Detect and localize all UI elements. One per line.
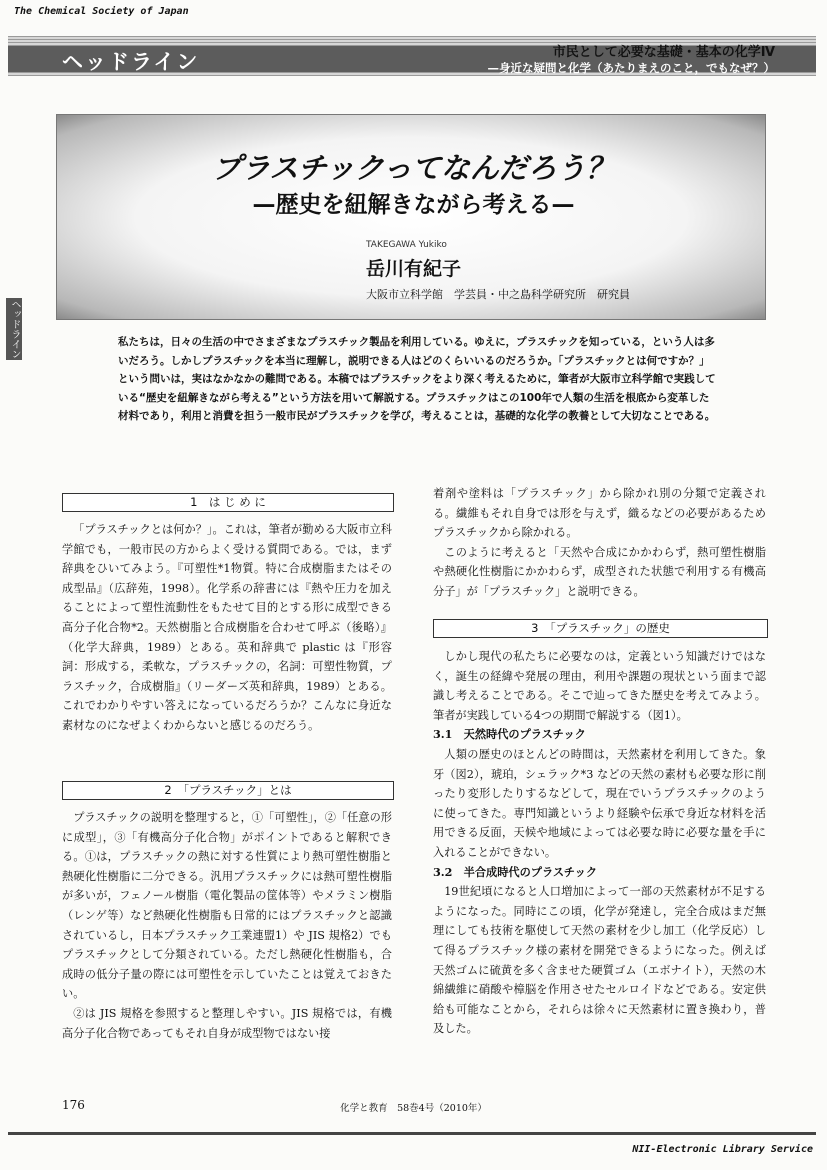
paragraph: ②は JIS 規格を参照すると整理しやすい。JIS 規格では，有機高分子化合物であってもそれ自身が成型物ではない接 xyxy=(62,1006,392,1040)
library-service-label: NII-Electronic Library Service xyxy=(632,1144,813,1155)
headline-label: ヘッドライン xyxy=(62,50,200,74)
paragraph: プラスチックの説明を整理すると，①「可塑性」，②「任意の形に成型」，③「有機高分子化合物」がポイントであると解釈できる。①は，プラスチックの熱に対する性質により熱可塑性樹脂と熱硬化性樹脂に二分できる。汎用プラスチックには熱可塑性樹脂が多いが，フェノール樹脂（電化製品の筐体等）やメラミン樹脂（レンゲ等）など熱硬化性樹脂も日常的にはプラスチックと認識されているし，日本プラスチック工業連盟1）や JIS 規格2）でもプラスチックとして分類されている。ただし熱硬化性樹脂も，合成時の低分子量の際には可塑性を示していたことは覚えておきたい。 xyxy=(62,811,392,1001)
subsection-heading-3-2: 3.2 半合成時代のプラスチック xyxy=(433,864,598,879)
paragraph: 19世紀頃になると人口増加によって一部の天然素材が不足するようになった。同時にこの頃，化学が発達し，完全合成はまだ無理にしても技術を駆使して天然の素材を少し加工（化学反応）して得るプラスチック様の素材を開発できるようになった。例えば天然ゴムに硫黄を多く含ませた硬質ゴム（エボナイト），天然の木綿繊維に硝酸や樟脳を作用させたセルロイドなどである。安定供給も可能なことから，それらは徐々に天然素材に置き換わり，普及した。 xyxy=(433,885,766,1036)
author-romaji: TAKEGAWA Yukiko xyxy=(366,240,447,250)
paragraph: しかし現代の私たちに必要なのは，定義という知識だけではなく，誕生の経緯や発展の理由，利用や課題の現状という面まで認識し考えることである。そこで辿ってきた歴史を考えてみよう。筆者が実践している4つの期間で解説する（図1）。 xyxy=(433,650,766,722)
journal-citation: 化学と教育 58巻4号（2010年） xyxy=(340,1103,487,1114)
page-number: 176 xyxy=(62,1098,85,1112)
society-label: The Chemical Society of Japan xyxy=(14,6,189,17)
paragraph: 着剤や塗料は「プラスチック」から除かれ別の分類で定義される。繊維もそれ自身では形を与えず，織るなどの必要があるためプラスチックから除かれる。 xyxy=(433,487,766,540)
section-heading-1: 1 は じ め に xyxy=(62,493,394,512)
author-name: 岳川有紀子 xyxy=(366,258,462,280)
article-subtitle: —歴史を紐解きながら考える— xyxy=(252,192,575,218)
author-affiliation: 大阪市立科学館 学芸員・中之島科学研究所 研究員 xyxy=(366,288,630,301)
series-subtitle: —身近な疑問と化学（あたりまえのこと，でもなぜ？） xyxy=(487,61,775,75)
left-column-definition xyxy=(62,808,392,1043)
abstract: 私たちは，日々の生活の中でさまざまなプラスチック製品を利用している。ゆえに，プラスチックを知っている，という人は多いだろう。しかしプラスチックを本当に理解し，説明できる人はどのくらいいるのだろうか。「プラスチックとは何ですか？」という問いは，実はなかなかの難問である。本稿ではプラスチックをより深く考えるために，筆者が大阪市立科学館で実践している“歴史を紐解きながら考える”という方法を用いて解説する。プラスチックはこの100年で人類の生活を根底から変革した材料であり，利用と消費を担う一般市民がプラスチックを学び，考えることは，基礎的な化学の教養として大切なことである。 xyxy=(118,336,716,422)
paragraph: 人類の歴史のほとんどの時間は，天然素材を利用してきた。象牙（図2），琥珀，シェラック*3 などの天然の素材も必要な形に削ったり変形したりするなどして，現在でいうプラスチックのように使ってきた。専門知識というより経験や伝承で身近な材料を活用できる反面，天候や地域によっては必要な時に必要な量を手に入れることができない。 xyxy=(433,747,766,859)
article-title: プラスチックってなんだろう？ xyxy=(212,151,615,185)
footer-rule xyxy=(8,1132,816,1135)
left-column-intro xyxy=(62,520,392,736)
right-column-top xyxy=(433,484,766,602)
right-column-history xyxy=(433,647,766,1039)
paragraph: このように考えると「天然や合成にかかわらず，熱可塑性樹脂や熱硬化性樹脂にかかわらず，成型された状態で利用する有機高分子」が「プラスチック」と説明できる。 xyxy=(433,545,766,598)
section-heading-2: 2 「プラスチック」とは xyxy=(62,781,394,800)
subsection-heading-3-1: 3.1 天然時代のプラスチック xyxy=(433,727,586,742)
series-title: 市民として必要な基礎・基本の化学Ⅳ xyxy=(552,45,775,60)
section-heading-3: 3 「プラスチック」の歴史 xyxy=(433,619,768,638)
paragraph: 「プラスチックとは何か？」。これは，筆者が勤める大阪市立科学館でも，一般市民の方からよく受ける質問である。では，まず辞典をひいてみよう。『可塑性*1物質。特に合成樹脂またはその成型品』（広辞苑，1998）。化学系の辞書には『熱や圧力を加えることによって塑性流動性をもたせて目的とする形に成型できる高分子化合物*2。天然樹脂と合成樹脂を合わせて呼ぶ（後略）』（化学大辞典，1989）とある。英和辞典で plastic は『形容詞：形成する，柔軟な，プラスチックの，名詞：可塑性物質，プラスチック，合成樹脂』（リーダーズ英和辞典，1989）とある。これでわかりやすい答えになっているだろうか？こんなに身近な素材なのになぜよくわからないと感じるのだろう。 xyxy=(62,523,392,732)
side-tab: ヘッドライン xyxy=(6,298,22,360)
